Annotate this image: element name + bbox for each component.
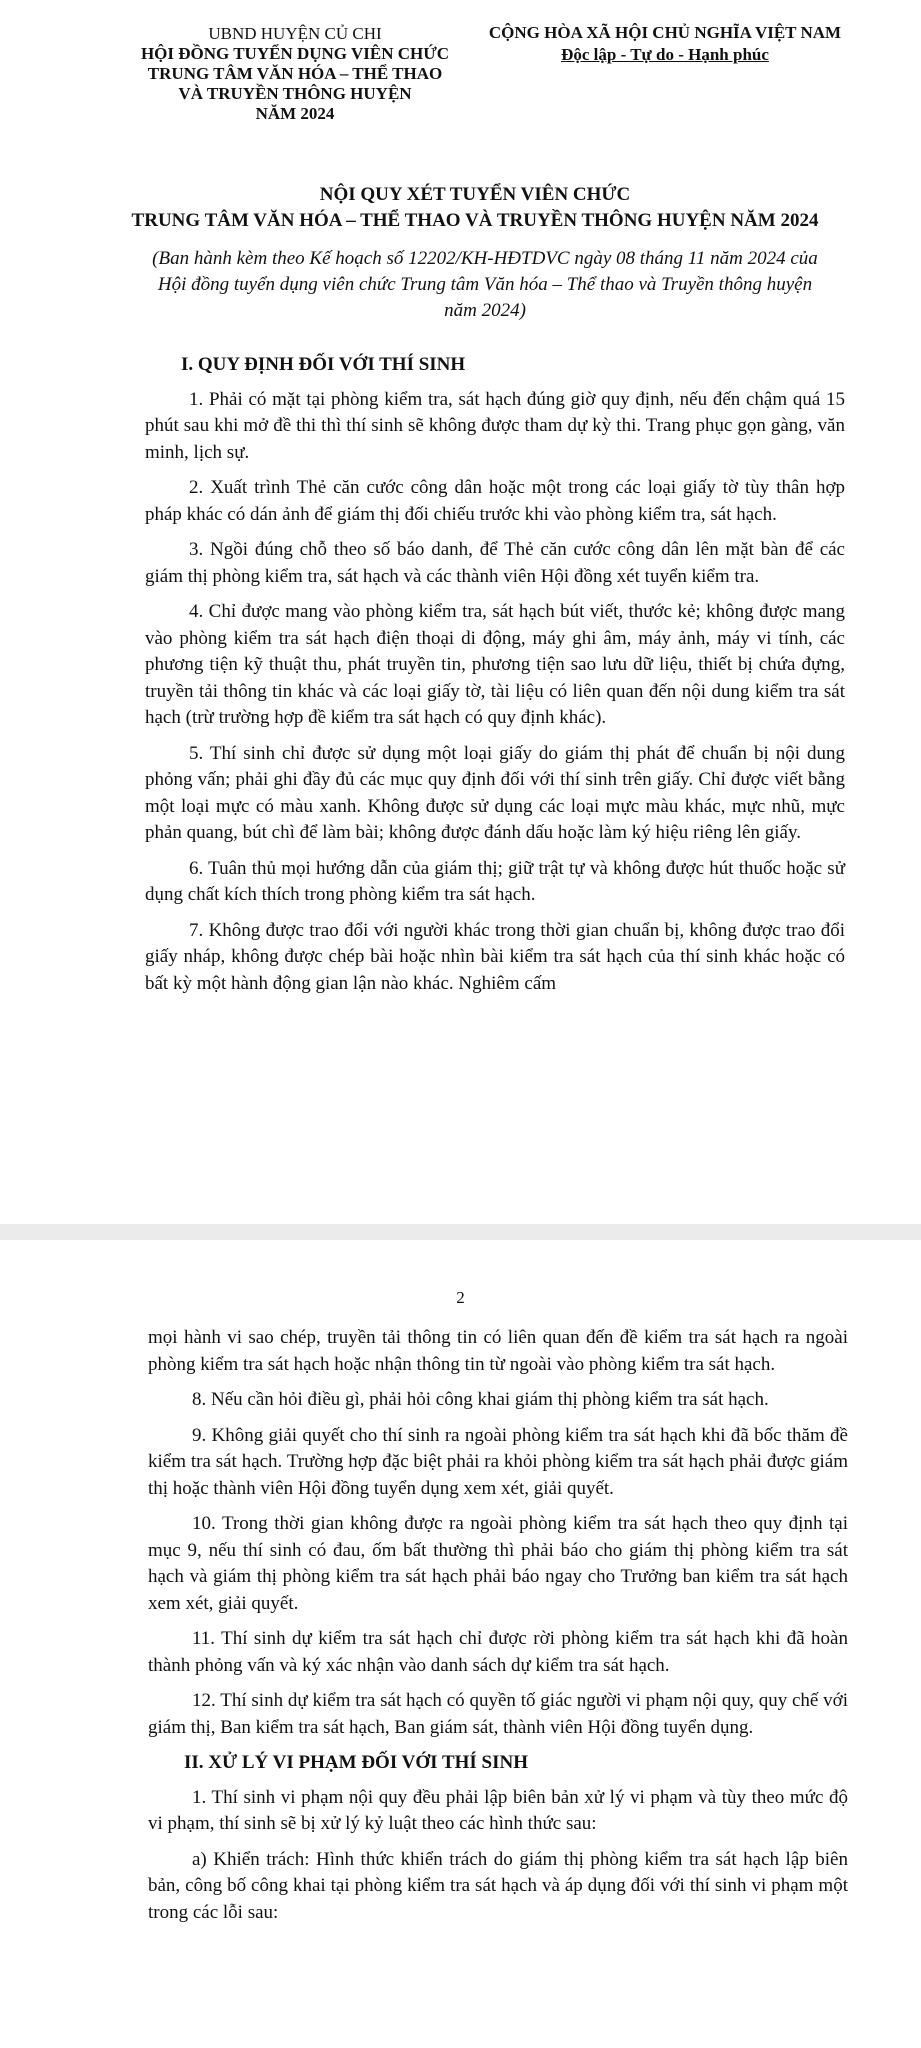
continued-text: mọi hành vi sao chép, truyền tải thông tin có liên quan đến đề kiểm tra sát hạch ra ngoài phòng kiểm tra sát hạch hoặc nhận thông tin từ ngoài vào phòng kiểm tra sát hạch. (148, 1327, 848, 1375)
national-heading (470, 22, 860, 66)
rule-item: 2. Xuất trình Thẻ căn cước công dân hoặc một trong các loại giấy tờ tùy thân hợp pháp khác có dán ảnh để giám thị đối chiếu trước khi vào phòng kiểm tra, sát hạch. (145, 477, 845, 525)
motto-text: Độc lập - Tự do - Hạnh phúc (561, 45, 769, 64)
title-line-1: NỘI QUY XÉT TUYỂN VIÊN CHỨC (319, 184, 631, 205)
title-line-2: TRUNG TÂM VĂN HÓA – THỂ THAO VÀ TRUYỀN THÔNG HUYỆN NĂM 2024 (131, 210, 819, 231)
section-heading: II. XỬ LÝ VI PHẠM ĐỐI VỚI THÍ SINH (184, 1752, 528, 1773)
page-number: 2 (456, 1288, 465, 1307)
authority-line: HỘI ĐỒNG TUYỂN DỤNG VIÊN CHỨC (140, 44, 450, 63)
rule-item: a) Khiển trách: Hình thức khiển trách do giám thị phòng kiểm tra sát hạch lập biên bản, công bố công khai tại phòng kiểm tra sát hạch và áp dụng đối với thí sinh vi phạm một trong các lỗi sau: (148, 1848, 848, 1923)
authority-line: TRUNG TÂM VĂN HÓA – THỂ THAO (147, 64, 443, 83)
rule-item: 10. Trong thời gian không được ra ngoài phòng kiểm tra sát hạch theo quy định tại mục 9, nếu thí sinh có đau, ốm bất thường thì phải báo cho giám thị phòng kiểm tra sát hạch và giám thị phòng kiểm tra sát hạch phải báo ngay cho Trưởng ban kiểm tra sát hạch xem xét, giải quyết. (148, 1513, 848, 1614)
rule-item: 12. Thí sinh dự kiểm tra sát hạch có quyền tố giác người vi phạm nội quy, quy chế với giám thị, Ban kiểm tra sát hạch, Ban giám sát, thành viên Hội đồng tuyển dụng. (148, 1690, 848, 1738)
rule-item: 1. Phải có mặt tại phòng kiểm tra, sát hạch đúng giờ quy định, nếu đến chậm quá 15 phút sau khi mở đề thi thì thí sinh sẽ không được tham dự kỳ thi. Trang phục gọn gàng, văn minh, lịch sự. (145, 388, 845, 463)
document-subtitle: (Ban hành kèm theo Kế hoạch số 12202/KH-HĐTDVC ngày 08 tháng 11 năm 2024 của Hội đồng tuyển dụng viên chức Trung tâm Văn hóa – Thể thao và Truyền thông huyện năm 2024) (152, 248, 818, 321)
rule-item: 1. Thí sinh vi phạm nội quy đều phải lập biên bản xử lý vi phạm và tùy theo mức độ vi phạm, thí sinh sẽ bị xử lý kỷ luật theo các hình thức sau: (148, 1786, 848, 1834)
rule-item: 3. Ngồi đúng chỗ theo số báo danh, để Thẻ căn cước công dân lên mặt bàn để các giám thị phòng kiểm tra, sát hạch và các thành viên Hội đồng xét tuyển kiểm tra. (145, 539, 845, 587)
authority-line: VÀ TRUYỀN THÔNG HUYỆN (178, 84, 412, 103)
section-heading: I. QUY ĐỊNH ĐỐI VỚI THÍ SINH (181, 354, 466, 375)
document-title (130, 182, 820, 234)
national-title: CỘNG HÒA XÃ HỘI CHỦ NGHĨA VIỆT NAM (488, 23, 842, 42)
motto (470, 44, 860, 66)
authority-line: NĂM 2024 (255, 104, 335, 123)
page-2-content (148, 1325, 848, 1935)
rule-item: 8. Nếu cần hỏi điều gì, phải hỏi công khai giám thị phòng kiểm tra sát hạch. (192, 1389, 769, 1410)
rule-item: 7. Không được trao đổi với người khác trong thời gian chuẩn bị, không được trao đổi giấy nháp, không được chép bài hoặc nhìn bài kiểm tra sát hạch của thí sinh khác hoặc có bất kỳ một hành động gian lận nào khác. Nghiêm cấm (145, 919, 845, 994)
section-1 (145, 352, 845, 1006)
rule-item: 11. Thí sinh dự kiểm tra sát hạch chỉ được rời phòng kiểm tra sát hạch khi đã hoàn thành phỏng vấn và ký xác nhận vào danh sách dự kiểm tra sát hạch. (148, 1628, 848, 1676)
rule-item: 4. Chỉ được mang vào phòng kiểm tra, sát hạch bút viết, thước kẻ; không được mang vào phòng kiểm tra sát hạch điện thoại di động, máy ghi âm, máy ảnh, máy vi tính, các phương tiện kỹ thuật thu, phát truyền tin, phương tiện sao lưu dữ liệu, thiết bị chứa đựng, truyền tải thông tin khác và các loại giấy tờ, tài liệu có liên quan đến nội dung kiểm tra sát hạch (trừ trường hợp đề kiểm tra sát hạch có quy định khác). (145, 601, 845, 728)
rule-item: 5. Thí sinh chỉ được sử dụng một loại giấy do giám thị phát để chuẩn bị nội dung phỏng vấn; phải ghi đầy đủ các mục quy định đối với thí sinh trên giấy. Chỉ được viết bằng một loại mực có màu xanh. Không được sử dụng các loại mực màu khác, mực nhũ, mực phản quang, bút chì để làm bài; không được đánh dấu hoặc làm ký hiệu riêng lên giấy. (145, 742, 845, 843)
rule-item: 6. Tuân thủ mọi hướng dẫn của giám thị; giữ trật tự và không được hút thuốc hoặc sử dụng chất kích thích trong phòng kiểm tra sát hạch. (145, 857, 845, 905)
authority-line: UBND HUYỆN CỦ CHI (208, 24, 382, 43)
rule-item: 9. Không giải quyết cho thí sinh ra ngoài phòng kiểm tra sát hạch khi đã bốc thăm đề kiểm tra sát hạch. Trường hợp đặc biệt phải ra khỏi phòng kiểm tra sát hạch phải được giám thị hoặc thành viên Hội đồng tuyển dụng xem xét, giải quyết. (148, 1424, 848, 1499)
issuing-authority (120, 24, 470, 124)
